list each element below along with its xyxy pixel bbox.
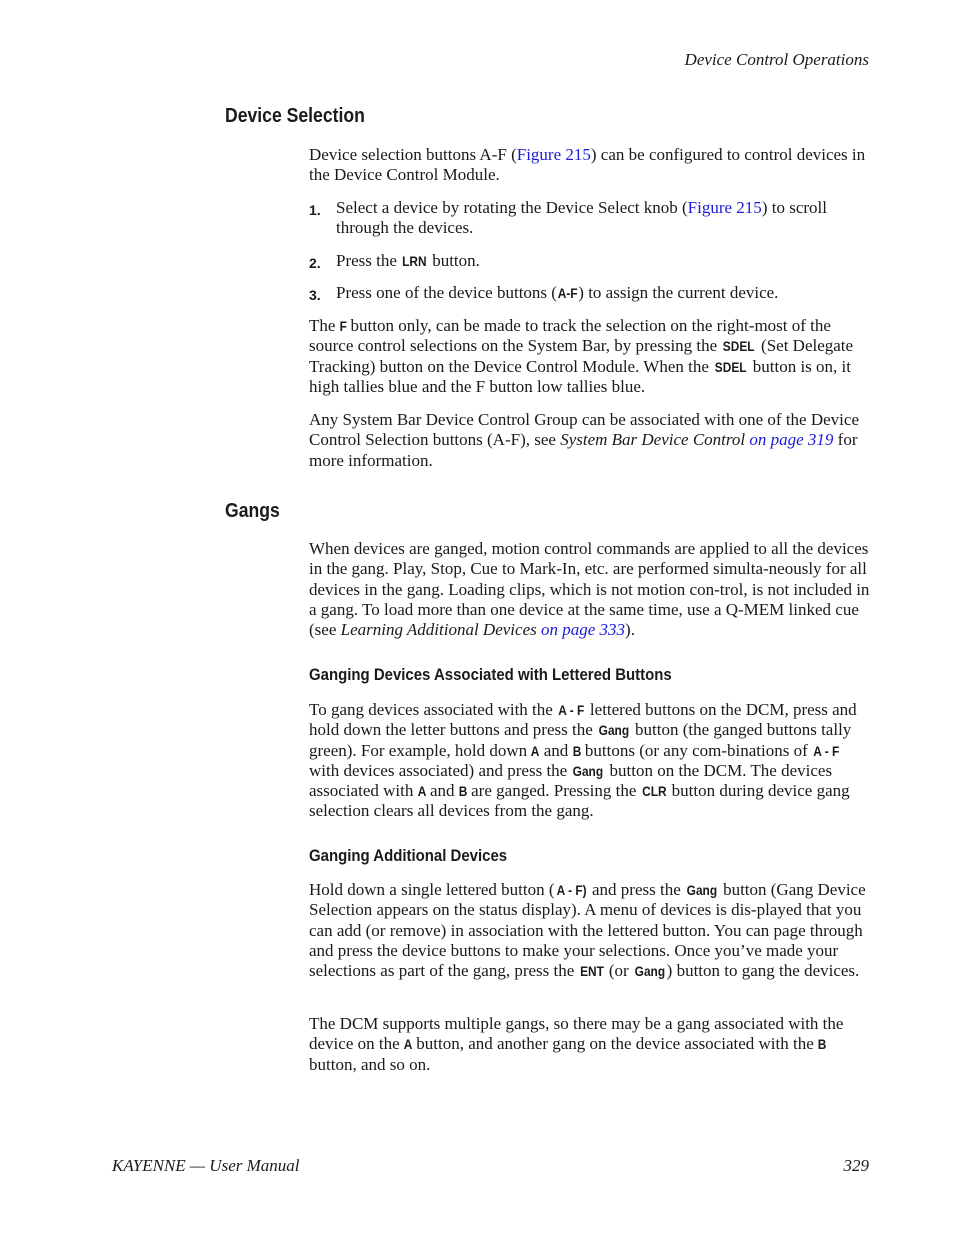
key-label: Gang bbox=[634, 963, 665, 980]
key-label: Gang bbox=[573, 762, 604, 779]
step-number: 2. bbox=[309, 255, 321, 271]
key-label: A bbox=[417, 783, 426, 800]
cross-reference: System Bar Device Control bbox=[560, 430, 746, 450]
subsection-heading-lettered-buttons: Ganging Devices Associated with Lettered Buttons bbox=[309, 665, 672, 684]
paragraph-device-selection-intro: Device selection buttons A-F (Figure 215) can be configured to control devices in the Device Control Module. bbox=[309, 145, 866, 185]
paragraph-f-button: The F button only, can be made to track the selection on the right-most of the source control selections on the System Bar, by pressing the SDEL (Set Delegate Tracking) button on the Device Control Module. When the SDEL button is on, it high tallies blue and the F button low tallies blue. bbox=[309, 316, 854, 396]
key-label: A - F bbox=[813, 742, 840, 759]
step-number: 3. bbox=[309, 287, 321, 303]
paragraph-lettered-buttons: To gang devices associated with the A - F lettered buttons on the DCM, press and hold down the letter buttons and press the Gang button (the ganged buttons tally green). For example, hold down A and B buttons (or any com-binations of A - F with devices associated) and press the Gang button on the DCM. The devices associated with A and B are ganged. Pressing the CLR button during device gang selection clears all devices from the gang. bbox=[309, 700, 857, 821]
paragraph-multiple-gangs: The DCM supports multiple gangs, so there may be a gang associated with the device on the A button, and another gang on the device associated with the B button, and so on. bbox=[309, 1014, 844, 1074]
list-item-step-2: 2. Press the LRN button. bbox=[309, 251, 870, 271]
paragraph-system-bar-group: Any System Bar Device Control Group can be associated with one of the Device Control Selection buttons (A-F), see System Bar Device Control on page 319 for more information. bbox=[309, 410, 859, 470]
cross-reference: Learning Additional Devices bbox=[340, 620, 537, 640]
key-label: B bbox=[458, 783, 468, 800]
key-label: A bbox=[531, 742, 540, 759]
step-number: 1. bbox=[309, 202, 321, 218]
figure-link[interactable]: Figure 215 bbox=[687, 198, 762, 217]
key-label: SDEL bbox=[714, 358, 747, 375]
key-label: Gang bbox=[598, 722, 630, 739]
key-label: A - F bbox=[558, 702, 585, 718]
key-label: Gang bbox=[686, 882, 718, 898]
key-label: F bbox=[339, 318, 347, 334]
key-label: SDEL bbox=[723, 338, 755, 355]
page-link[interactable]: on page 333 bbox=[540, 620, 626, 640]
section-heading-device-selection: Device Selection bbox=[225, 105, 365, 127]
page-number: 329 bbox=[843, 1156, 869, 1175]
list-item-step-3: 3. Press one of the device buttons (A-F) to assign the current device. bbox=[309, 283, 870, 303]
section-heading-gangs: Gangs bbox=[225, 500, 280, 522]
key-label: B bbox=[817, 1036, 827, 1053]
page-link[interactable]: on page 319 bbox=[749, 430, 834, 450]
key-label: B bbox=[572, 742, 581, 759]
key-label: A-F bbox=[557, 285, 578, 301]
running-header: Device Control Operations bbox=[684, 50, 869, 69]
list-item-step-1: 1. Select a device by rotating the Device Select knob (Figure 215) to scroll through the devices. bbox=[309, 198, 827, 238]
key-label: A bbox=[403, 1036, 413, 1053]
paragraph-gangs-intro: When devices are ganged, motion control commands are applied to all the devices in the gang. Play, Stop, Cue to Mark-In, etc. are performed simulta-neously for all devices in the gang. Loading clips, which is not motion con-trol, is not included in a gang. To load more than one device at the same time, use a Q-MEM linked cue (see Learning Additional Devices on page 333). bbox=[309, 539, 870, 640]
key-label: A - F) bbox=[556, 882, 587, 898]
key-label: LRN bbox=[402, 253, 427, 269]
footer-manual-title: KAYENNE — User Manual bbox=[112, 1156, 300, 1175]
key-label: ENT bbox=[579, 963, 604, 980]
subsection-heading-additional-devices: Ganging Additional Devices bbox=[309, 846, 508, 865]
paragraph-additional-devices: Hold down a single lettered button ( A - F) and press the Gang button (Gang Device Selection appears on the status display). A menu of devices is dis-played that you can add (or remove) in association with the lettered button. You can page through and press the device buttons to make your selections. Once you’ve made your selections as part of the gang, press the ENT (or Gang) button to gang the devices. bbox=[309, 880, 866, 981]
key-label: CLR bbox=[641, 783, 667, 800]
figure-link[interactable]: Figure 215 bbox=[516, 145, 591, 164]
